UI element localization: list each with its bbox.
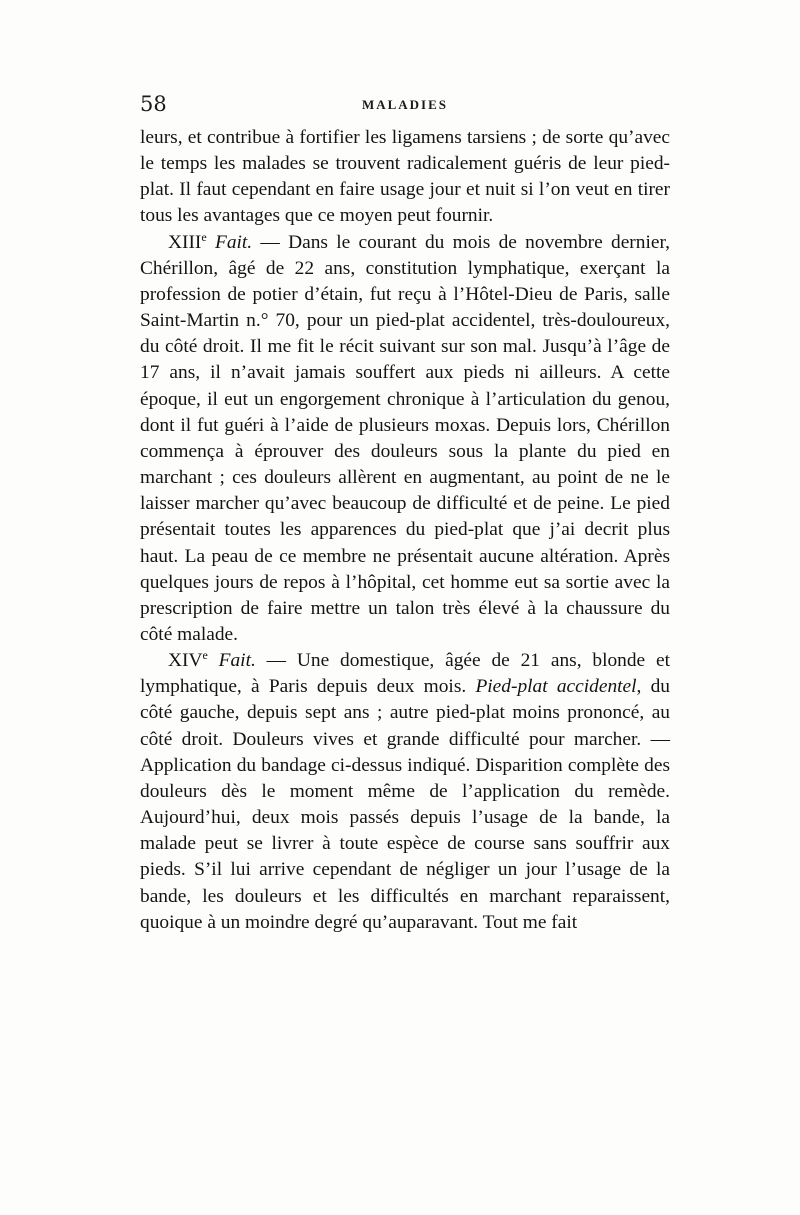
case-label-fait: Fait. <box>218 650 256 672</box>
page-number: 58 <box>140 92 167 116</box>
page-header <box>140 92 670 122</box>
case-label-fait: Fait. <box>214 231 253 253</box>
paragraph-case-xiii <box>140 230 670 649</box>
body-text <box>140 125 670 936</box>
case-numeral-superscript: e <box>201 229 207 244</box>
case-text: — Dans le courant du mois de novembre dernier, Chérillon, âgé de 22 ans, constitution lymphatique, exerçant la profession de potier d’étain, fut reçu à l’Hôtel-Dieu de Paris, salle Saint-Martin n.° 70, pour un pied-plat accidentel, très-douloureux, du côté droit. Il me fit le récit suivant sur son mal. Jusqu’à l’âge de 17 ans, il n’avait jamais souffert aux pieds ni ailleurs. A cette époque, il eut un engorgement chronique à l’articulation du genou, dont il fut guéri à l’aide de plusieurs moxas. Depuis lors, Chérillon commença à éprouver des douleurs sous la plante du pied en marchant ; ces douleurs allèrent en augmentant, au point de ne le laisser marcher qu’avec beaucoup de difficulté et de peine. Le pied présentait toutes les apparences du pied-plat que j’ai decrit plus haut. La peau de ce membre ne présentait aucune altération. Après quelques jours de repos à l’hôpital, cet homme eut sa sortie avec la prescription de faire mettre un talon très élevé à la chaussure du côté malade. <box>140 231 670 645</box>
paragraph-case-xiv <box>140 648 670 936</box>
paragraph-continuation: leurs, et contribue à fortifier les ligamens tarsiens ; de sorte qu’avec le temps les malades se trouvent radicalement guéris de leur pied-plat. Il faut cependant en faire usage jour et nuit si l’on veut en tirer tous les avantages que ce moyen peut fournir. <box>140 127 670 227</box>
case-italic-diagnosis: Pied-plat accidentel <box>475 676 637 698</box>
case-text-part-a: — Une domestique, âgée de 21 ans, blonde et lymphatique, à Paris depuis deux mois. <box>140 650 670 698</box>
case-text-part-b: , du côté gauche, depuis sept ans ; autre pied-plat moins prononcé, au côté droit. Douleurs vives et grande difficulté pour marcher. — Application du bandage ci-dessus indiqué. Disparition complète des douleurs dès le moment même de l’application du remède. Aujourd’hui, deux mois passés depuis l’usage de la bande, la malade peut se livrer à toute espèce de course sans souffrir aux pieds. S’il lui arrive cependant de négliger un jour l’usage de la bande, les douleurs et les difficultés en marchant reparaissent, quoique à un moindre degré qu’auparavant. Tout me fait <box>140 676 671 933</box>
running-head: MALADIES <box>361 97 449 112</box>
case-numeral: XIII <box>168 231 202 253</box>
case-numeral-superscript: e <box>202 648 208 663</box>
case-numeral: XIV <box>168 650 203 672</box>
